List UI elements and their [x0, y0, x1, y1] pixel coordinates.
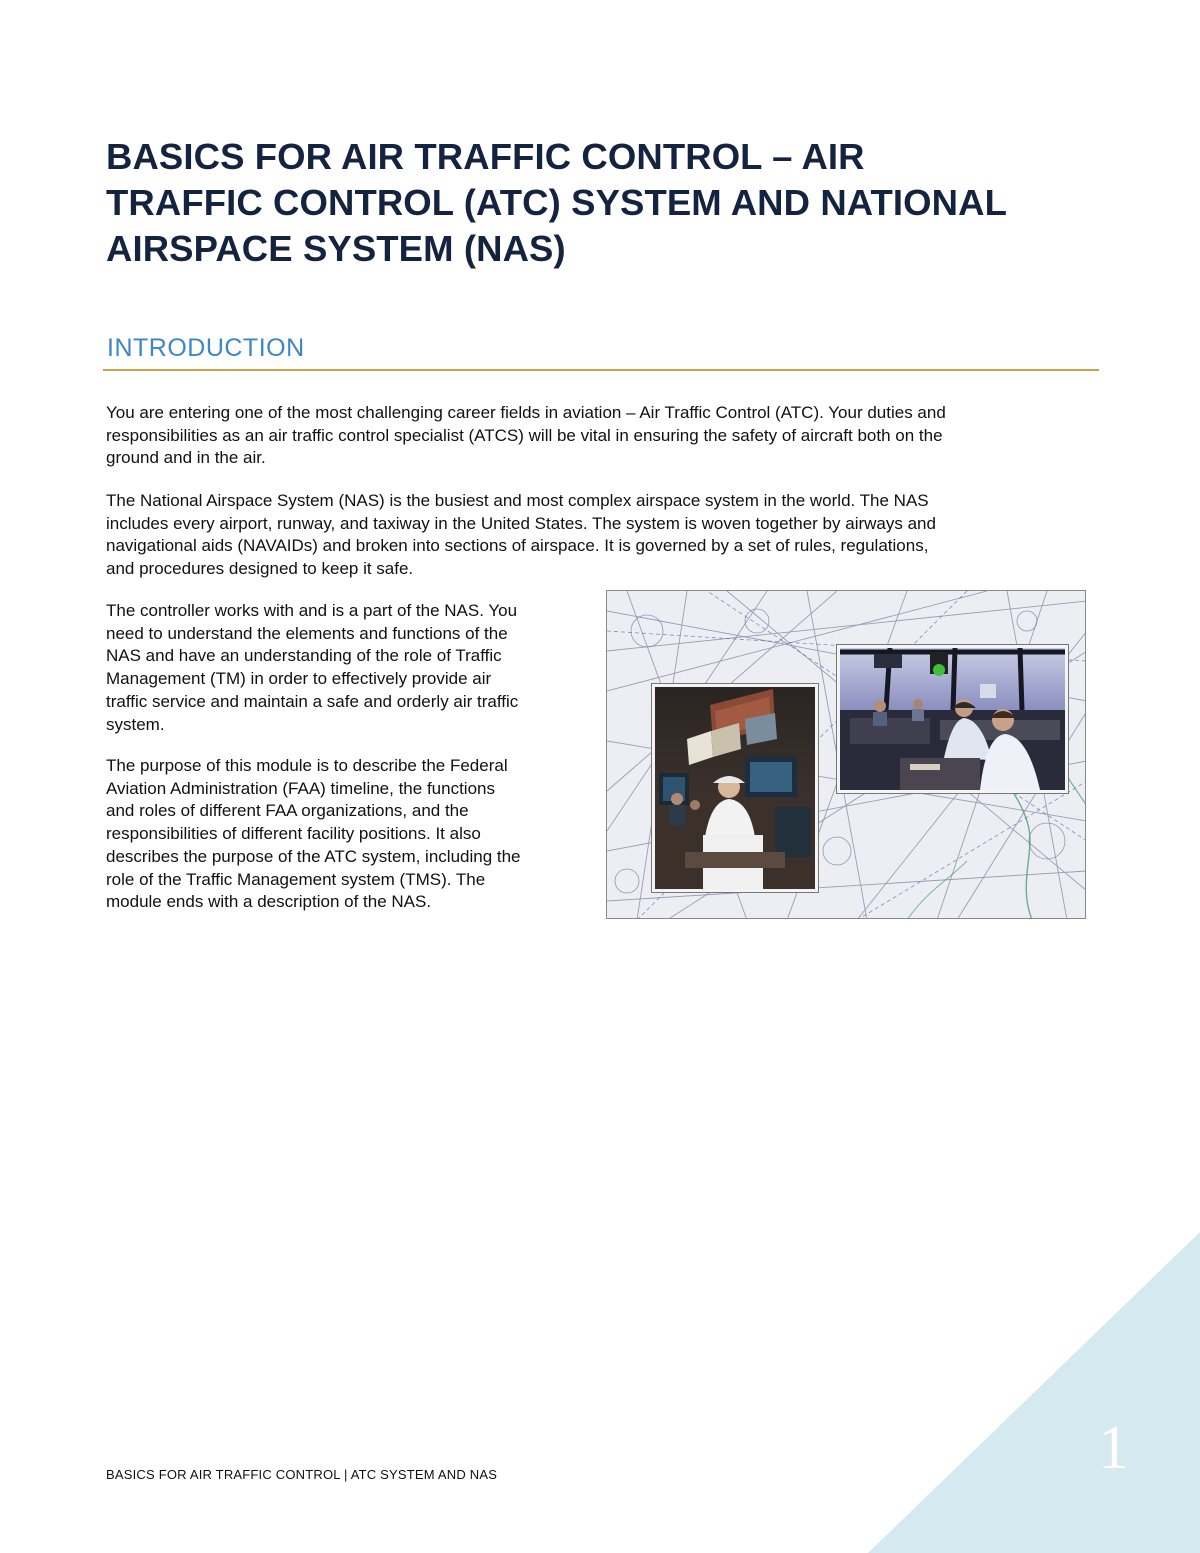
title-line-3: AIRSPACE SYSTEM (NAS) — [106, 228, 566, 269]
title-line-1: BASICS FOR AIR TRAFFIC CONTROL – AIR — [106, 136, 865, 177]
title-line-2: TRAFFIC CONTROL (ATC) SYSTEM AND NATIONAL — [106, 182, 1007, 223]
paragraph-line: The National Airspace System (NAS) is the busiest and most complex airspace system in the world. The NAS — [106, 491, 929, 510]
paragraph-line: responsibilities as an air traffic control specialist (ATCS) will be vital in ensuring the safety of aircraft both on the — [106, 425, 943, 445]
paragraph-line: need to understand the elements and functions of the — [106, 623, 508, 643]
radar-room-photo — [652, 684, 818, 892]
paragraph-line: navigational aids (NAVAIDs) and broken into sections of airspace. It is governed by a set of rules, regulations, — [106, 536, 929, 556]
section-divider — [103, 369, 1099, 371]
paragraph-line: traffic service and maintain a safe and orderly air traffic — [106, 691, 519, 711]
tower-cab-photo — [837, 645, 1068, 793]
atc-figure — [606, 590, 1086, 919]
section-heading: INTRODUCTION — [107, 334, 305, 362]
paragraph-line: describes the purpose of the ATC system, including the — [106, 846, 521, 866]
paragraph-intro — [106, 402, 946, 470]
paragraph-controller — [106, 600, 518, 736]
paragraph-line: module ends with a description of the NAS. — [106, 892, 432, 912]
paragraph-line: system. — [106, 714, 165, 734]
footer-running-title: BASICS FOR AIR TRAFFIC CONTROL | ATC SYSTEM AND NAS — [106, 1467, 498, 1482]
radar-room-illustration — [655, 687, 815, 889]
paragraph-line: and procedures designed to keep it safe. — [106, 559, 414, 579]
document-title — [106, 134, 1106, 272]
paragraph-purpose — [106, 755, 521, 914]
paragraph-line: includes every airport, runway, and taxiway in the United States. The system is woven together by airways and — [106, 513, 936, 533]
paragraph-line: and roles of different FAA organizations, and the — [106, 801, 469, 821]
paragraph-line: You are entering one of the most challenging career fields in aviation – Air Traffic Control (ATC). Your duties and — [106, 403, 946, 422]
paragraph-nas — [106, 490, 936, 581]
paragraph-line: NAS and have an understanding of the role of Traffic — [106, 646, 502, 666]
paragraph-line: The controller works with and is a part of the NAS. You — [106, 601, 518, 620]
paragraph-line: Management (TM) in order to effectively provide air — [106, 669, 492, 689]
paragraph-line: The purpose of this module is to describe the Federal — [106, 756, 508, 775]
paragraph-line: ground and in the air. — [106, 448, 266, 468]
paragraph-line: role of the Traffic Management system (TMS). The — [106, 869, 486, 889]
paragraph-line: Aviation Administration (FAA) timeline, the functions — [106, 778, 495, 798]
tower-cab-illustration — [840, 648, 1065, 790]
page-number: 1 — [1098, 1414, 1129, 1482]
paragraph-line: responsibilities of different facility positions. It also — [106, 824, 481, 844]
